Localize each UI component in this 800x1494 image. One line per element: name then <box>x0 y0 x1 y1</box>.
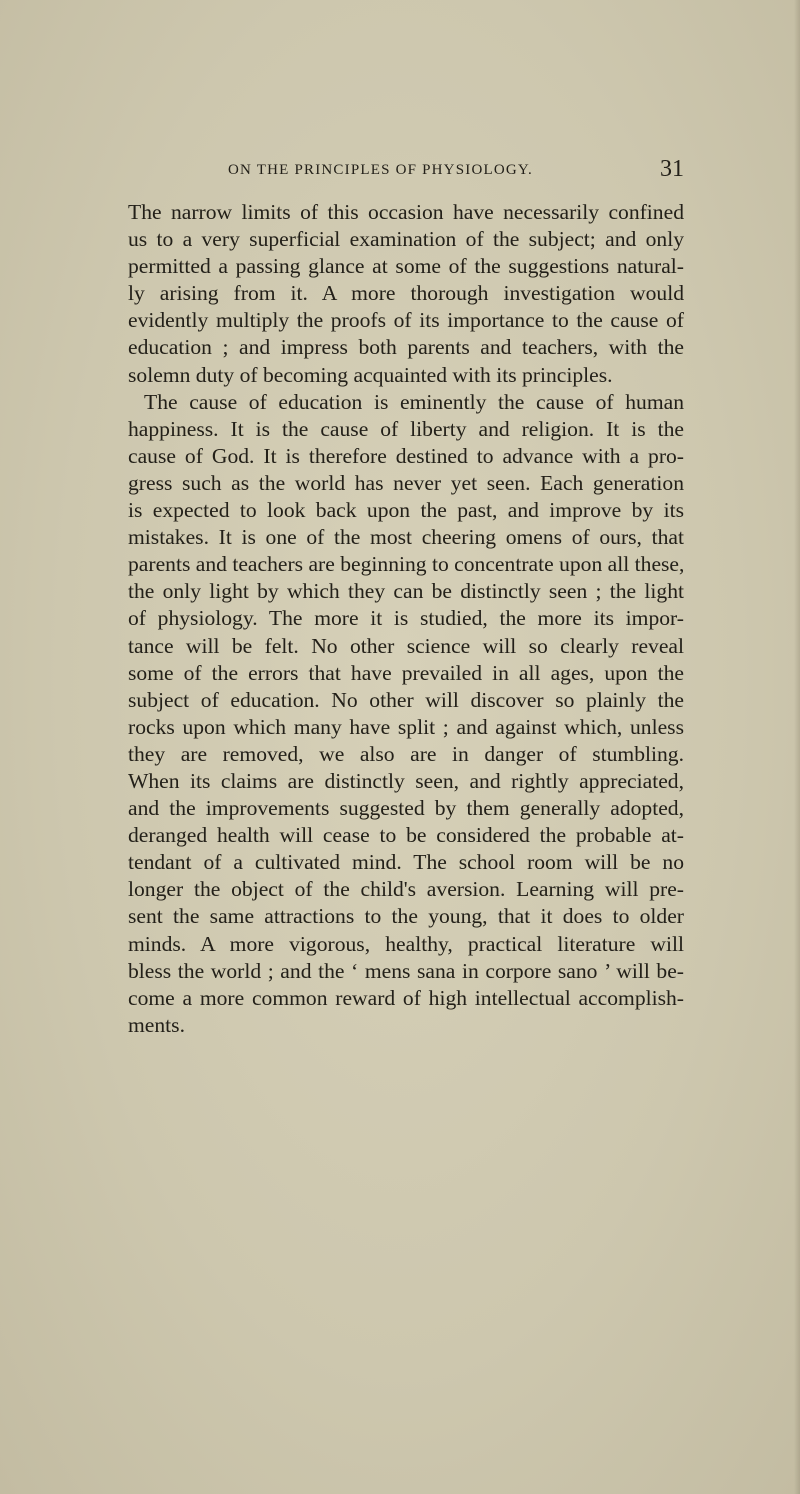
running-head <box>228 156 684 190</box>
text-line: longer the object of the child's aversion. Learning will pre- <box>128 877 684 902</box>
text-line: When its claims are distinctly seen, and rightly appreciated, <box>128 768 684 793</box>
text-line: tance will be felt. No other science will so clearly reveal <box>128 633 684 658</box>
paragraph-2 <box>128 389 684 1039</box>
text-line: deranged health will cease to be considered the probable at- <box>128 823 684 848</box>
text-line: rocks upon which many have split ; and against which, unless <box>128 714 684 739</box>
text-line: bless the world ; and the ‘ mens sana in corpore sano ’ will be- <box>128 958 684 983</box>
page-edge-shadow <box>794 0 800 1494</box>
text-line: The cause of education is eminently the cause of human <box>144 389 684 414</box>
page-number: 31 <box>660 156 684 182</box>
text-line: they are removed, we also are in danger of stumbling. <box>128 741 684 766</box>
text-line: gress such as the world has never yet seen. Each generation <box>128 470 684 495</box>
text-line: and the improvements suggested by them generally adopted, <box>128 796 684 821</box>
text-line: come a more common reward of high intellectual accomplish- <box>128 985 684 1010</box>
text-line: minds. A more vigorous, healthy, practical literature will <box>128 931 684 956</box>
text-line: us to a very superficial examination of the subject; and only <box>128 227 684 252</box>
text-line: evidently multiply the proofs of its importance to the cause of <box>128 308 684 333</box>
body-text <box>128 199 684 1039</box>
text-line: the only light by which they can be distinctly seen ; the light <box>128 579 684 604</box>
text-line: some of the errors that have prevailed in all ages, upon the <box>128 660 684 685</box>
text-line: happiness. It is the cause of liberty and religion. It is the <box>128 416 684 441</box>
running-title: ON THE PRINCIPLES OF PHYSIOLOGY. <box>228 162 533 178</box>
text-line: of physiology. The more it is studied, the more its impor- <box>128 606 684 631</box>
text-line: permitted a passing glance at some of the suggestions natural- <box>128 254 684 279</box>
text-line: The narrow limits of this occasion have necessarily confined <box>128 200 684 224</box>
text-line: mistakes. It is one of the most cheering omens of ours, that <box>128 525 684 550</box>
text-line: tendant of a cultivated mind. The school room will be no <box>128 850 684 875</box>
text-line: education ; and impress both parents and teachers, with the <box>128 335 684 360</box>
paragraph-1 <box>128 199 684 389</box>
text-line: parents and teachers are beginning to concentrate upon all these, <box>128 552 685 577</box>
text-line: subject of education. No other will discover so plainly the <box>128 687 684 712</box>
text-line: sent the same attractions to the young, that it does to older <box>128 904 684 929</box>
text-line: solemn duty of becoming acquainted with its principles. <box>128 362 613 387</box>
text-line: cause of God. It is therefore destined to advance with a pro- <box>128 443 684 468</box>
text-line: is expected to look back upon the past, and improve by its <box>128 498 684 523</box>
text-line: ly arising from it. A more thorough investigation would <box>128 281 684 306</box>
text-line: ments. <box>128 1012 185 1037</box>
